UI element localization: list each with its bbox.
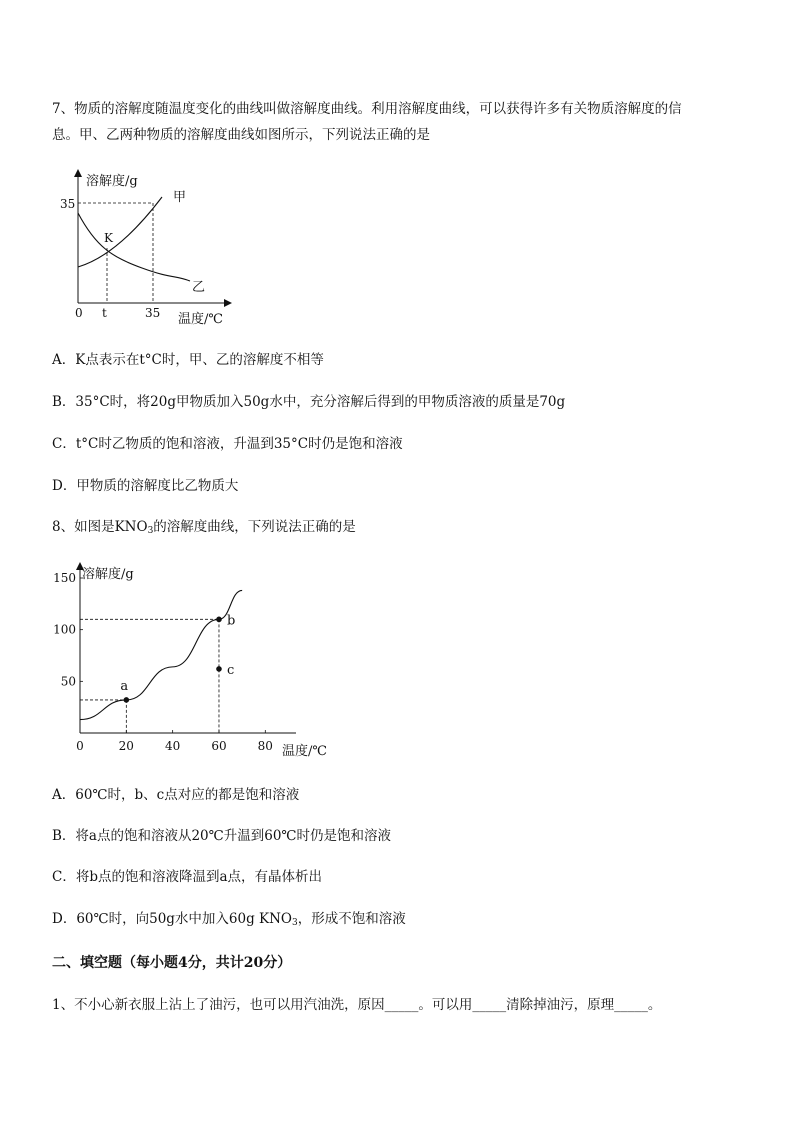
solubility-chart-jia-yi <box>50 165 240 330</box>
q8-option-a: A．60℃时，b、c点对应的都是饱和溶液 <box>52 787 300 803</box>
series-yi-label: 乙 <box>192 280 206 295</box>
q8-option-d <box>52 909 406 933</box>
point-b-label: b <box>226 613 236 629</box>
point-c-label: c <box>226 662 235 678</box>
point-c <box>216 666 222 672</box>
q8-stem-suffix: 的溶解度曲线，下列说法正确的是 <box>153 519 356 535</box>
q7-option-b: B．35°C时，将20g甲物质加入50g水中，充分溶解后得到的甲物质溶液的质量是70g <box>52 394 566 410</box>
y-axis-label: 溶解度/g <box>86 174 138 189</box>
y-tick-35: 35 <box>60 197 76 211</box>
x-tick-60: 60 <box>211 739 227 753</box>
point-k-label: K <box>104 231 113 245</box>
kno3-solubility-chart <box>50 558 340 763</box>
point-a <box>124 697 130 703</box>
section2-heading: 二、填空题（每小题4分，共计20分） <box>52 955 292 971</box>
x-tick-35: 35 <box>145 306 161 320</box>
point-b <box>216 617 222 623</box>
q8-option-d-suffix: ，形成不饱和溶液 <box>297 911 406 927</box>
x-axis-label: 温度/℃ <box>282 744 327 759</box>
y-tick-50: 50 <box>60 674 76 689</box>
y-tick-100: 100 <box>53 622 76 637</box>
fill-q1: 1、不小心新衣服上沾上了油污，也可以用汽油洗，原因_____。可以用_____清除掉油污，原理_____。 <box>52 997 662 1013</box>
y-axis-label: 溶解度/g <box>82 567 134 582</box>
q7-stem-line2: 息。甲、乙两种物质的溶解度曲线如图所示，下列说法正确的是 <box>52 127 430 143</box>
series-jia-curve <box>78 197 162 267</box>
series-kno3-curve <box>80 590 242 719</box>
point-a-label: a <box>120 678 129 694</box>
x-tick-40: 40 <box>165 739 181 753</box>
x-tick-20: 20 <box>118 739 134 753</box>
x-tick-0: 0 <box>75 306 83 320</box>
q8-option-d-subscript: 3 <box>292 918 298 928</box>
x-tick-80: 80 <box>257 739 273 753</box>
q8-option-c: C．将b点的饱和溶液降温到a点，有晶体析出 <box>52 869 323 885</box>
q7-option-c: C．t°C时乙物质的饱和溶液，升温到35°C时仍是饱和溶液 <box>52 436 403 452</box>
q8-stem-prefix: 8、如图是KNO <box>52 519 148 535</box>
x-axis-label: 温度/℃ <box>178 312 223 327</box>
series-jia-label: 甲 <box>173 190 187 205</box>
x-tick-t: t <box>102 306 107 320</box>
q8-stem-subscript: 3 <box>147 526 154 536</box>
q8-option-d-prefix: D．60℃时，向50g水中加入60g KNO <box>52 911 293 927</box>
q8-option-b: B．将a点的饱和溶液从20℃升温到60℃时仍是饱和溶液 <box>52 828 392 844</box>
x-tick-0: 0 <box>76 739 84 753</box>
q8-stem <box>52 517 356 541</box>
q7-option-d: D．甲物质的溶解度比乙物质大 <box>52 478 239 494</box>
q7-option-a: A．K点表示在t°C时，甲、乙的溶解度不相等 <box>52 352 324 368</box>
q7-stem-line1: 7、物质的溶解度随温度变化的曲线叫做溶解度曲线。利用溶解度曲线，可以获得许多有关物质溶解度的信 <box>52 101 682 117</box>
y-tick-150: 150 <box>53 571 76 585</box>
series-yi-curve <box>78 213 190 281</box>
